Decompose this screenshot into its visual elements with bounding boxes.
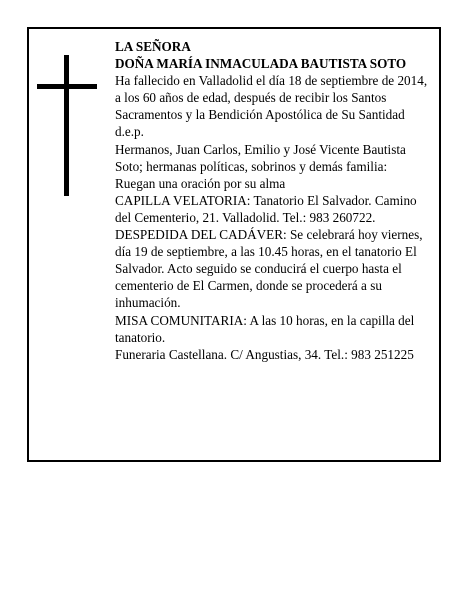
prayer-request: Ruegan una oración por su alma <box>115 175 286 191</box>
rip-text: d.e.p. <box>115 124 144 140</box>
family-list: Hermanos, Juan Carlos, Emilio y José Vicente Bautista Soto; hermanas políticas, sobrinos y demás familia: <box>115 141 406 174</box>
deceased-name: DOÑA MARÍA INMACULADA BAUTISTA SOTO <box>115 56 407 72</box>
funeral-home-info: Funeraria Castellana. C/ Angustias, 34. Tel.: 983 251225 <box>115 346 414 362</box>
cross-vertical-bar <box>64 55 69 196</box>
mass-info: MISA COMUNITARIA: A las 10 horas, en la capilla del tanatorio. <box>115 312 415 345</box>
notice-title: LA SEÑORA <box>115 39 191 54</box>
cross-horizontal-bar <box>37 84 97 89</box>
chapel-info: CAPILLA VELATORIA: Tanatorio El Salvador. Camino del Cementerio, 21. Valladolid. Tel.: 983 260722. <box>115 192 417 225</box>
death-statement: Ha fallecido en Valladolid el día 18 de septiembre de 2014, a los 60 años de edad, después de recibir los Santos Sacramentos y la Bendición Apostólica de Su Santidad <box>115 73 428 123</box>
farewell-info: DESPEDIDA DEL CADÁVER: Se celebrará hoy viernes, día 19 de septiembre, a las 10.45 horas, en el tanatorio El Salvador. Acto seguido se conducirá el cuerpo hasta el cementerio de El Carmen, donde se procederá a su inhumación. <box>115 227 423 311</box>
obituary-text <box>115 38 433 363</box>
